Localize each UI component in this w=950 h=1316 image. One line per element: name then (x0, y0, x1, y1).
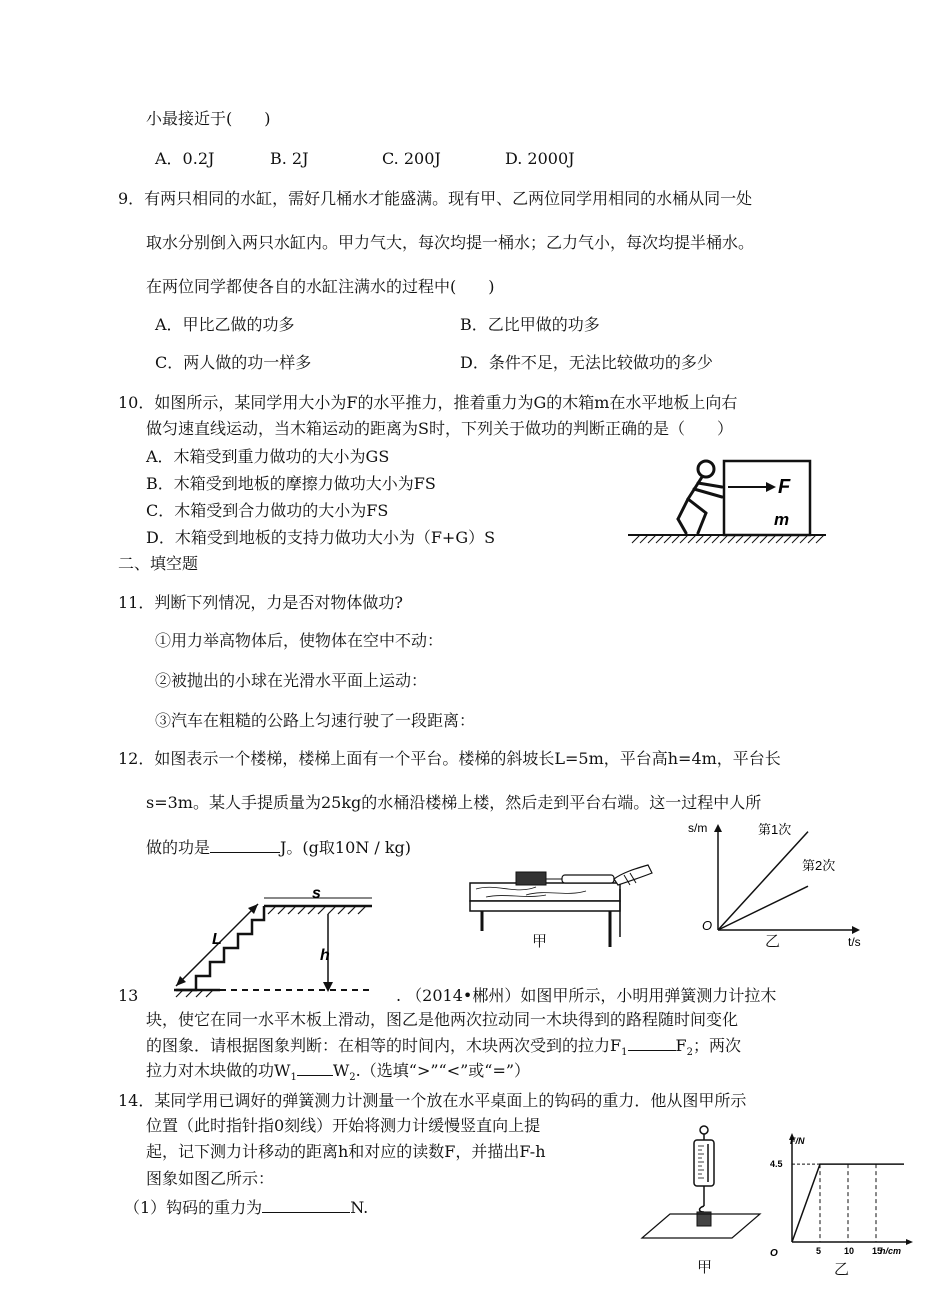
fh-xlabel: h/cm (880, 1246, 902, 1256)
q10-option-b: B．木箱受到地板的摩擦力做功大小为FS (146, 474, 436, 493)
q13-line2: 块，使它在同一水平木板上滑动，图乙是他两次拉动同一木块得到的路程随时间变化 (146, 1010, 739, 1029)
q14-fig-jia-label: 甲 (697, 1258, 713, 1276)
stairs (176, 906, 264, 990)
q13-w1: W (274, 1061, 291, 1080)
fh-ylabel: F/N (790, 1136, 805, 1146)
q9-option-a: A．甲比乙做的功多 (155, 315, 295, 334)
q10-option-a: A．木箱受到重力做功的大小为GS (146, 447, 390, 466)
q14-sub1 (124, 1196, 368, 1219)
q9-line1: 9．有两只相同的水缸，需好几桶水才能盛满。现有甲、乙两位同学用相同的水桶从同一处 (118, 189, 753, 208)
hand (614, 865, 652, 885)
st-xlabel: t/s (848, 935, 861, 948)
q8-option-a: A．0.2J (155, 149, 215, 168)
q11-item-3: ③汽车在粗糙的公路上匀速行驶了一段距离： (155, 711, 476, 730)
q13-w1-sub: 1 (290, 1072, 297, 1084)
q11-item-2: ②被抛出的小球在光滑水平面上运动： (155, 671, 428, 690)
table-top (470, 883, 620, 901)
q14-weight-blank[interactable] (262, 1196, 350, 1213)
q10-option-d: D．木箱受到地板的支持力做功大小为（F+G）S (146, 528, 496, 547)
table-edge (470, 901, 620, 911)
wood-grain (476, 887, 586, 897)
q13-fig-yi-label: 乙 (765, 932, 781, 950)
fh-origin: O (770, 1248, 778, 1259)
q10-line2: 做匀速直线运动，当木箱运动的距离为S时，下列关于做功的判断正确的是（ ） (146, 419, 733, 438)
q12-line1: 12．如图表示一个楼梯，楼梯上面有一个平台。楼梯的斜坡长L=5m，平台高h=4m，平台长 (118, 749, 781, 768)
q12-answer-blank[interactable] (210, 836, 280, 853)
q13-f2-sub: 2 (686, 1047, 693, 1059)
st-series-line-2 (718, 886, 808, 930)
q13-line4-pre: 拉力对木块做的功 (146, 1061, 275, 1080)
q13-f1: F (610, 1036, 622, 1055)
q14-line2: 位置（此时指针指0刻线）开始将测力计缓慢竖直向上提 (146, 1116, 541, 1135)
L-label: L (212, 931, 222, 948)
q13-f1-sub: 1 (621, 1047, 628, 1059)
q13-work-blank[interactable] (297, 1059, 333, 1076)
force-label: F (778, 476, 791, 498)
scale-body (694, 1140, 714, 1186)
push-box-figure (628, 455, 826, 547)
fh-xtick-15: 15 (872, 1246, 883, 1256)
q12-line3 (146, 836, 411, 859)
q10-option-c: C．木箱受到合力做功的大小为FS (146, 501, 389, 520)
staircase-figure (160, 886, 380, 998)
block-table-figure (466, 855, 662, 947)
q14-fig-yi-label: 乙 (834, 1260, 850, 1278)
q8-option-c: C. 200J (382, 149, 441, 168)
q8-option-b: B. 2J (270, 149, 309, 168)
fh-ytick-4.5: 4.5 (770, 1159, 783, 1170)
q12-line3-pre: 做的功是 (146, 838, 211, 857)
q14-sub1-post: N. (350, 1198, 369, 1217)
fh-x-arrow (906, 1239, 913, 1245)
q9-option-d: D．条件不足，无法比较做功的多少 (460, 353, 713, 372)
q9-line2: 取水分别倒入两只水缸内。甲力气大，每次均提一桶水；乙力气小，每次均提半桶水。 (146, 233, 755, 252)
force-arrowhead (766, 482, 776, 492)
q9-line3: 在两位同学都使各自的水缸注满水的过程中( ) (146, 277, 495, 296)
h-label: h (320, 947, 330, 964)
fh-xtick-5: 5 (816, 1246, 822, 1256)
st-y-arrow (714, 824, 722, 832)
section-title: 二、填空题 (118, 554, 199, 573)
q13-line4 (146, 1059, 530, 1089)
q13-line3-end: ；两次 (692, 1036, 741, 1055)
q11-stem: 11．判断下列情况，力是否对物体做功? (118, 593, 403, 612)
fh-chart (768, 1130, 918, 1260)
q13-num: 13 (118, 986, 139, 1005)
q12-line2: s=3m。某人手提质量为25kg的水桶沿楼梯上楼，然后走到平台右端。这一过程中人所 (146, 793, 762, 812)
q11-item-1: ①用力举高物体后，使物体在空中不动： (155, 631, 444, 650)
st-series1-label: 第1次 (758, 822, 792, 837)
q13-w2: W (332, 1061, 350, 1080)
st-chart (688, 818, 866, 948)
q14-line4: 图象如图乙所示： (146, 1169, 275, 1188)
q8-option-d: D. 2000J (505, 149, 575, 168)
q9-option-c: C．两人做的功一样多 (155, 353, 312, 372)
spring-scale (562, 875, 614, 883)
q13-line4-post: .（选填“>”“<”或“=”） (355, 1061, 531, 1080)
q13-f2: F (675, 1036, 687, 1055)
st-origin: O (702, 918, 713, 933)
mass-label: m (774, 510, 790, 529)
q10-line1: 10．如图所示，某同学用大小为F的水平推力，推着重力为G的木箱m在水平地板上向右 (118, 393, 738, 412)
q12-line3-post: J。(g取10N / kg) (280, 838, 412, 857)
scale-ring (700, 1126, 708, 1134)
st-series-line-1 (718, 832, 808, 930)
wood-block (516, 872, 546, 885)
fh-xtick-10: 10 (844, 1246, 855, 1256)
q13-w2-sub: 2 (349, 1072, 356, 1084)
st-x-arrow (852, 926, 860, 934)
q14-line3: 起，记下测力计移动的距离h和对应的读数F，并描出F-h (146, 1142, 546, 1161)
q13-force-blank[interactable] (628, 1034, 676, 1051)
st-ylabel: s/m (688, 821, 708, 835)
q13-line1: . （2014•郴州）如图甲所示，小明用弹簧测力计拉木 (396, 986, 777, 1005)
person (678, 461, 722, 533)
q8-stem-tail: 小最接近于( ) (146, 109, 271, 128)
box (724, 461, 810, 535)
q14-sub1-pre: （1）钩码的重力为 (124, 1198, 263, 1217)
q13-line3-text: 的图象．请根据图象判断：在相等的时间内，木块两次受到的拉力 (146, 1036, 611, 1055)
s-label: s (312, 886, 321, 902)
st-series2-label: 第2次 (802, 858, 836, 873)
q9-option-b: B．乙比甲做的功多 (460, 315, 600, 334)
spring-scale-figure (634, 1124, 764, 1250)
q13-fig-jia-label: 甲 (532, 932, 548, 950)
q14-line1: 14．某同学用已调好的弹簧测力计测量一个放在水平桌面上的钩码的重力．他从图甲所示 (118, 1091, 747, 1110)
